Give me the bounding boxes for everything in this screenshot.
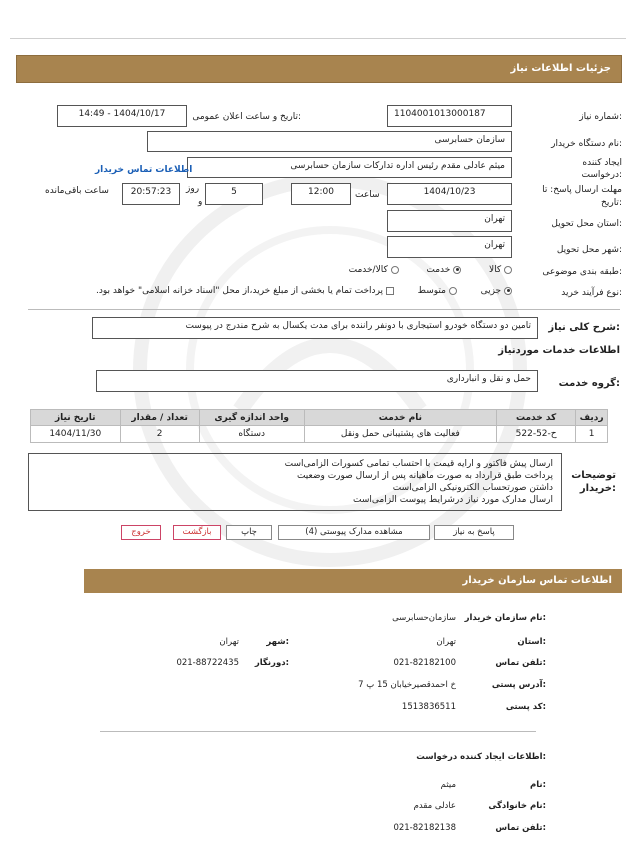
- province-label: استان محل تحویل:: [551, 219, 622, 229]
- services-title: اطلاعات خدمات موردنیاز: [498, 345, 620, 356]
- radio-goods-label: کالا: [488, 265, 502, 275]
- buyer-field: سازمان حسابرسی: [147, 131, 512, 152]
- creator-field: میثم عادلی مقدم رئیس اداره تدارکات سازمان حسابرسی: [187, 157, 512, 178]
- remaining-label: ساعت باقی‌مانده: [45, 186, 109, 196]
- days-label-1: روز: [186, 184, 200, 194]
- payment-note: پرداخت تمام یا بخشی از مبلغ خرید،از محل "اسناد خزانه اسلامی" خواهد بود.: [96, 286, 384, 296]
- contact-city-value: تهران: [219, 637, 239, 647]
- days-field: 5: [205, 183, 263, 205]
- city-label: شهر محل تحویل:: [556, 245, 622, 255]
- top-divider: [10, 38, 626, 39]
- note-line: ارسال پیش فاکتور و ارایه قیمت با احتساب تمامی کسورات الزامی‌است: [284, 459, 553, 469]
- note-line: پرداخت طبق قرارداد به صورت ماهیانه پس از ارسال صورت وضعیت: [296, 471, 553, 481]
- radio-service[interactable]: [453, 266, 461, 274]
- cell-name: فعالیت های پشتیبانی حمل ونقل: [304, 426, 496, 443]
- contact-postal-label: کد پستی:: [505, 702, 546, 712]
- radio-medium-label: متوسط: [417, 286, 446, 296]
- radio-goods[interactable]: [504, 266, 512, 274]
- cell-row: 1: [576, 426, 608, 443]
- notes-label-1: توضیحات: [571, 470, 616, 481]
- process-radio-group: [96, 286, 512, 296]
- creator-name-value: میثم: [440, 780, 456, 790]
- contact-fax-value: 021-88722435: [176, 658, 239, 668]
- cell-unit: دستگاه: [199, 426, 304, 443]
- notes-label-2: خریدار:: [579, 483, 616, 494]
- back-button[interactable]: بازگشت: [173, 525, 221, 540]
- note-line: ارسال مدارک مورد نیاز درشرایط پیوست الزامی‌است: [353, 495, 553, 505]
- contact-org-label: نام سازمان خریدار:: [464, 613, 546, 623]
- contact-address-value: خ احمدقصیرخیابان 15 پ 7: [358, 680, 456, 690]
- notes-box: [28, 453, 562, 511]
- process-label: نوع فرآیند خرید:: [561, 288, 622, 298]
- radio-goods-service-label: کالا/خدمت: [348, 265, 388, 275]
- contact-fax-label: دورنگار:: [254, 658, 289, 668]
- contact-org-value: سازمان‌حسابرسی: [392, 613, 456, 623]
- province-field: تهران: [387, 210, 512, 232]
- col-header-row: ردیف: [576, 410, 608, 426]
- service-group-field: حمل و نقل و انبارداری: [96, 370, 538, 392]
- category-label: طبقه بندی موضوعی:: [542, 267, 622, 277]
- creator-family-value: عادلی مقدم: [413, 801, 456, 811]
- contact-section-header: [84, 569, 622, 593]
- creator-label-2: درخواست:: [581, 170, 622, 180]
- radio-service-label: خدمت: [426, 265, 451, 275]
- deadline-time-field: 12:00: [291, 183, 351, 205]
- contact-section-title: اطلاعات تماس سازمان خریدار: [462, 575, 612, 586]
- divider: [28, 309, 620, 310]
- print-button[interactable]: چاپ: [226, 525, 272, 540]
- category-radio-group: [349, 265, 512, 275]
- contact-province-label: استان:: [517, 637, 546, 647]
- remaining-time-field: 20:57:23: [122, 183, 180, 205]
- col-header-code: کد خدمت: [497, 410, 576, 426]
- contact-phone-label: تلفن تماس:: [495, 658, 546, 668]
- page-title: جزئیات اطلاعات نیاز: [510, 63, 611, 74]
- announce-field: 1404/10/17 - 14:49: [57, 105, 187, 127]
- buyer-label: نام دستگاه خریدار:: [551, 139, 622, 149]
- deadline-label-2: تاریخ:: [601, 198, 622, 208]
- deadline-label-1: مهلت ارسال پاسخ: تا: [542, 185, 622, 195]
- col-header-date: تاریخ نیاز: [31, 410, 121, 426]
- radio-medium[interactable]: [449, 287, 457, 295]
- announce-label: تاریخ و ساعت اعلان عمومی:: [192, 112, 301, 122]
- cell-qty: 2: [120, 426, 199, 443]
- attachments-button[interactable]: مشاهده مدارک پیوستی (4): [278, 525, 430, 540]
- contact-phone-value: 021-82182100: [393, 658, 456, 668]
- cell-date: 1404/11/30: [31, 426, 121, 443]
- col-header-qty: تعداد / مقدار: [120, 410, 199, 426]
- contact-city-label: شهر:: [266, 637, 289, 647]
- contact-info-link[interactable]: اطلاعات تماس خریدار: [95, 165, 193, 175]
- reply-button[interactable]: پاسخ به نیاز: [434, 525, 514, 540]
- creator-info-title: اطلاعات ایجاد کننده درخواست:: [416, 752, 546, 762]
- cell-code: ح-52-522: [497, 426, 576, 443]
- hour-label: ساعت: [355, 190, 380, 200]
- creator-family-label: نام خانوادگی:: [488, 801, 546, 811]
- col-header-unit: واحد اندازه گیری: [199, 410, 304, 426]
- table-row: [31, 426, 608, 443]
- contact-province-value: تهران: [436, 637, 456, 647]
- creator-phone-value: 021-82182138: [393, 823, 456, 833]
- radio-goods-service[interactable]: [391, 266, 399, 274]
- radio-minor[interactable]: [504, 287, 512, 295]
- services-table: [30, 409, 608, 443]
- contact-divider: [100, 731, 536, 732]
- creator-phone-label: تلفن تماس:: [495, 823, 546, 833]
- table-header-row: [31, 410, 608, 426]
- exit-button[interactable]: خروج: [121, 525, 161, 540]
- treasury-checkbox[interactable]: [386, 287, 394, 295]
- city-field: تهران: [387, 236, 512, 258]
- service-group-label: گروه خدمت:: [558, 378, 620, 389]
- need-number-label: شماره نیاز:: [579, 112, 622, 122]
- page-header: [16, 55, 622, 83]
- creator-name-label: نام:: [529, 780, 546, 790]
- col-header-name: نام خدمت: [304, 410, 496, 426]
- radio-minor-label: جزیی: [480, 286, 502, 296]
- summary-label: شرح کلی نیاز:: [548, 322, 620, 333]
- need-number-field: 1104001013000187: [387, 105, 512, 127]
- contact-postal-value: 1513836511: [401, 702, 456, 712]
- deadline-date-field: 1404/10/23: [387, 183, 512, 205]
- note-line: داشتن صورتحساب الکترونیکی الزامی‌است: [392, 483, 553, 493]
- creator-label-1: ایجاد کننده: [582, 158, 622, 168]
- days-label-2: و: [198, 197, 203, 207]
- contact-address-label: آدرس پستی:: [491, 680, 546, 690]
- summary-field: تامین دو دستگاه خودرو استیجاری با دونفر راننده برای مدت یکسال به شرح مندرج در پیوست: [92, 317, 538, 339]
